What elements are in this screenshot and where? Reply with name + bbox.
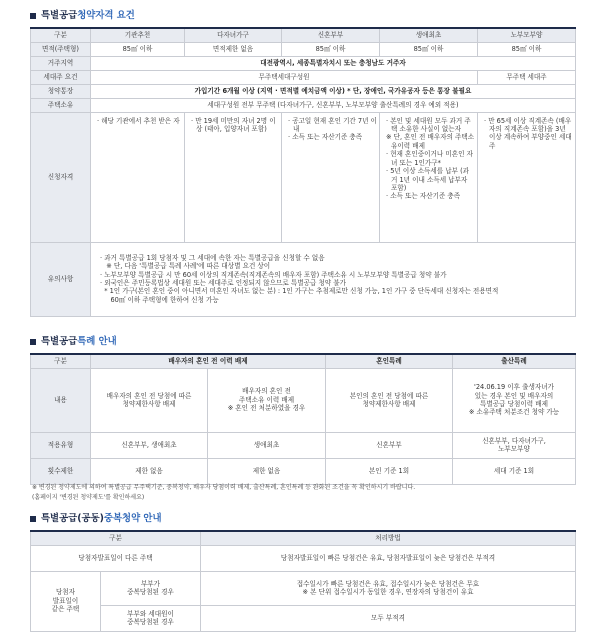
text-line: 당첨자 — [55, 588, 76, 597]
text-line: 중복당첨된 경우 — [127, 588, 174, 596]
text-line: '24.06.19 이후 출생자녀가 — [474, 383, 554, 392]
duplicate-table — [30, 530, 576, 632]
header-cell: 신혼부부 — [282, 28, 380, 42]
table-cell — [185, 112, 282, 242]
text-line: 배우자의 혼인 전 — [242, 387, 291, 396]
qualification-list — [284, 117, 377, 142]
table-row — [31, 42, 576, 56]
text-line: ※ 소유주택 처분조건 청약 가능 — [468, 408, 560, 417]
table-cell: 모두 부적격 — [201, 605, 576, 631]
special-case-table — [30, 353, 576, 485]
table-cell: 85㎡ 이하 — [380, 42, 478, 56]
text-line: 중복당첨된 경우 — [127, 618, 174, 626]
table-cell: 본인 기준 1회 — [326, 458, 453, 484]
text-line: 주택소유 이력 배제 — [238, 395, 295, 404]
list-item: · 노부모부양 특별공급 시 만 60세 이상의 직계존속(직계존속의 배우자 포함) 주택소유 시 노부모부양 특별공급 청약 불가 — [100, 270, 447, 279]
table-header-row — [31, 354, 576, 368]
row-label-head: 세대주 요건 — [31, 70, 91, 84]
square-bullet-icon — [30, 339, 36, 345]
list-item: · 과거 특별공급 1회 당첨자 및 그 세대에 속한 자는 특별공급을 신청할 수 없음 — [100, 253, 325, 262]
text-line: ※ 본 단위 접수일시가 동일한 경우, 연장자의 당첨건이 유효 — [302, 588, 474, 596]
square-bullet-icon — [30, 13, 36, 19]
table-row — [31, 112, 576, 242]
cell-lines — [103, 610, 198, 627]
header-cell: 출산특례 — [453, 354, 576, 368]
list-item: 60㎡ 이하 주택형에 한하여 신청 가능 — [100, 295, 219, 304]
row-label-area: 면적(주택형) — [31, 42, 91, 56]
list-item: · 5년 이상 소득세를 납부 (과거 1년 이내 소득세 납부자 포함) — [386, 167, 470, 192]
square-bullet-icon — [30, 516, 36, 522]
table-cell: 85㎡ 이하 — [478, 42, 576, 56]
list-item: · 만 65세 이상 직계존속 (배우자의 직계존속 포함)을 3년 이상 계속하여 부양중인 세대주 — [484, 116, 572, 150]
text-line: 접수일시가 빠른 당첨건은 유효, 접수일시가 늦은 당첨건은 무효 — [296, 579, 480, 588]
list-item: · 소득 또는 자산기준 충족 — [288, 133, 363, 142]
cell-lines — [210, 387, 323, 412]
table-cell — [380, 112, 478, 242]
table-cell — [201, 571, 576, 605]
list-item: · 공고일 현재 혼인 기간 7년 이내 — [288, 116, 377, 133]
table-row — [31, 98, 576, 112]
table-cell: 신혼부부 — [326, 432, 453, 458]
table-row — [31, 242, 576, 316]
row-label-own: 주택소유 — [31, 98, 91, 112]
table-row — [31, 458, 576, 484]
list-item: ※ 단, 혼인 전 배우자의 주택소유이력 배제 — [386, 133, 475, 150]
text-line: 발표일이 — [52, 596, 79, 605]
section-title-special: 특별공급 특례 안내 — [30, 336, 117, 348]
table-cell — [31, 571, 101, 631]
text-line: 있는 경우 본인 및 배우자의 — [474, 391, 554, 400]
text-line: 청약제한사항 배제 — [122, 400, 176, 408]
header-cell: 기관추천 — [91, 28, 185, 42]
row-label-qualification: 신청자격 — [31, 112, 91, 242]
table-row — [31, 571, 576, 605]
table-row — [31, 605, 576, 631]
row-label-count: 횟수제한 — [31, 458, 91, 484]
row-label-notes: 유의사항 — [31, 242, 91, 316]
table-cell: 대전광역시, 세종특별자치시 또는 충청남도 거주자 — [91, 56, 576, 70]
table-cell — [326, 368, 453, 432]
table-cell — [91, 368, 208, 432]
table-cell — [478, 112, 576, 242]
table-row — [31, 432, 576, 458]
table-cell: 85㎡ 이하 — [91, 42, 185, 56]
header-cell: 구분 — [31, 28, 91, 42]
table-cell — [101, 605, 201, 631]
text-line: ※ 혼인 전 처분하였을 경우 — [227, 404, 306, 413]
table-cell — [453, 368, 576, 432]
header-cell: 다자녀가구 — [185, 28, 282, 42]
list-item: · 본인 및 세대원 모두 과거 주택 소유한 사실이 없는자 — [386, 116, 471, 133]
table-cell: 당첨자발표일이 다른 주택 — [31, 545, 201, 571]
table-row — [31, 545, 576, 571]
header-cell: 생애최초 — [380, 28, 478, 42]
table-cell: 당첨자발표일이 빠른 당첨건은 유효, 당첨자발표일이 늦은 당첨건은 부적격 — [201, 545, 576, 571]
list-item: ※ 단, 다음 '특별공급 특례 사례'에 따른 대상별 요건 상이 — [100, 262, 271, 271]
table-cell: 신혼부부, 생애최초 — [91, 432, 208, 458]
row-label-content: 내용 — [31, 368, 91, 432]
table-cell — [91, 112, 185, 242]
table-cell: 제한 없음 — [208, 458, 326, 484]
text-line: 부부가 — [140, 579, 161, 588]
text-line: 본인의 혼인 전 당첨에 따른 — [349, 391, 429, 400]
header-cell: 구분 — [31, 354, 91, 368]
text-line: 부부와 세대원이 — [127, 609, 174, 618]
table-cell: 가입기간 6개월 이상 (지역 · 면적별 예치금액 이상) * 단, 장애인, 국가유공자 등은 통장 불필요 — [91, 84, 576, 98]
list-item: * 1인 가구(본인 혼인 중이 아니면서 미혼인 자녀도 없는 분) : 1인 가구는 추첨제로만 신청 가능, 1인 가구 중 단독세대 신청자는 전용면적 — [100, 287, 499, 296]
list-item: · 만 19세 미만의 자녀 2명 이상 (태아, 입양자녀 포함) — [191, 116, 276, 133]
table-cell: 생애최초 — [208, 432, 326, 458]
cell-lines — [33, 588, 98, 613]
qualification-list — [93, 117, 182, 125]
eligibility-table — [30, 27, 576, 317]
cell-lines — [455, 383, 573, 417]
table-cell — [208, 368, 326, 432]
list-item: · 해당 기관에서 추천 받은 자 — [97, 116, 180, 125]
qualification-list — [187, 117, 279, 134]
section-title-duplicate: 특별공급(공동) 중복청약 안내 — [30, 513, 162, 525]
row-label-account: 청약통장 — [31, 84, 91, 98]
table-cell: 세대구성원 전부 무주택 (다자녀가구, 신혼부부, 노부모부양 출산특례의 경우 예외 적용) — [91, 98, 576, 112]
qualification-list — [480, 117, 573, 151]
list-item: · 현재 혼인중이거나 미혼인 자녀 또는 1인가구* — [386, 150, 473, 167]
table-row — [31, 368, 576, 432]
footnote: ※ 변경된 청약제도에 의하여 특별공급 무주택기준, 중복청약, 배우자 당첨이력 배제, 출산특례, 혼인특례 등 완화된 조건을 꼭 확인하시기 바랍니다. — [32, 484, 416, 491]
list-item: · 외국인은 주민등록법상 세대원 또는 세대주로 인정되지 않으므로 특별공급 청약 불가 — [100, 279, 346, 287]
text-line: 배우자의 혼인 전 당첨에 따른 — [106, 391, 192, 400]
type-line: 신혼부부, 다자녀가구, — [482, 436, 546, 445]
cell-lines — [203, 580, 573, 597]
table-cell — [101, 571, 201, 605]
cell-lines — [103, 580, 198, 597]
table-row — [31, 70, 576, 84]
cell-lines — [93, 392, 205, 409]
table-cell: 85㎡ 이하 — [282, 42, 380, 56]
header-cell: 노부모부양 — [478, 28, 576, 42]
table-row — [31, 84, 576, 98]
header-cell: 혼인특례 — [326, 354, 453, 368]
table-cell — [453, 432, 576, 458]
row-label-region: 거주지역 — [31, 56, 91, 70]
header-cell: 배우자의 혼인 전 이력 배제 — [91, 354, 326, 368]
table-cell: 면적제한 없음 — [185, 42, 282, 56]
table-header-row — [31, 531, 576, 545]
table-header-row — [31, 28, 576, 42]
qualification-list — [382, 117, 475, 201]
header-cell: 구분 — [31, 531, 201, 545]
table-cell: 세대 기준 1회 — [453, 458, 576, 484]
text-line: 청약제한사항 배제 — [362, 400, 416, 408]
header-cell: 처리방법 — [201, 531, 576, 545]
text-line: 같은 주택 — [51, 605, 80, 614]
footnote-link-hint: (홈페이지 '변경된 청약제도'를 확인하세요) — [32, 494, 145, 501]
notes-list — [96, 254, 573, 305]
table-row — [31, 56, 576, 70]
table-cell: 무주택세대구성원 — [91, 70, 478, 84]
cell-lines — [328, 392, 450, 409]
table-cell — [91, 242, 576, 316]
type-line: 노부모부양 — [498, 445, 530, 453]
list-item: · 소득 또는 자산기준 충족 — [386, 192, 461, 201]
table-cell: 무주택 세대주 — [478, 70, 576, 84]
row-label-type: 적용유형 — [31, 432, 91, 458]
table-cell — [282, 112, 380, 242]
table-cell: 제한 없음 — [91, 458, 208, 484]
text-line: 특별공급 당첨이력 배제 — [480, 400, 548, 408]
section-title-eligibility: 특별공급 청약자격 요건 — [30, 10, 135, 22]
